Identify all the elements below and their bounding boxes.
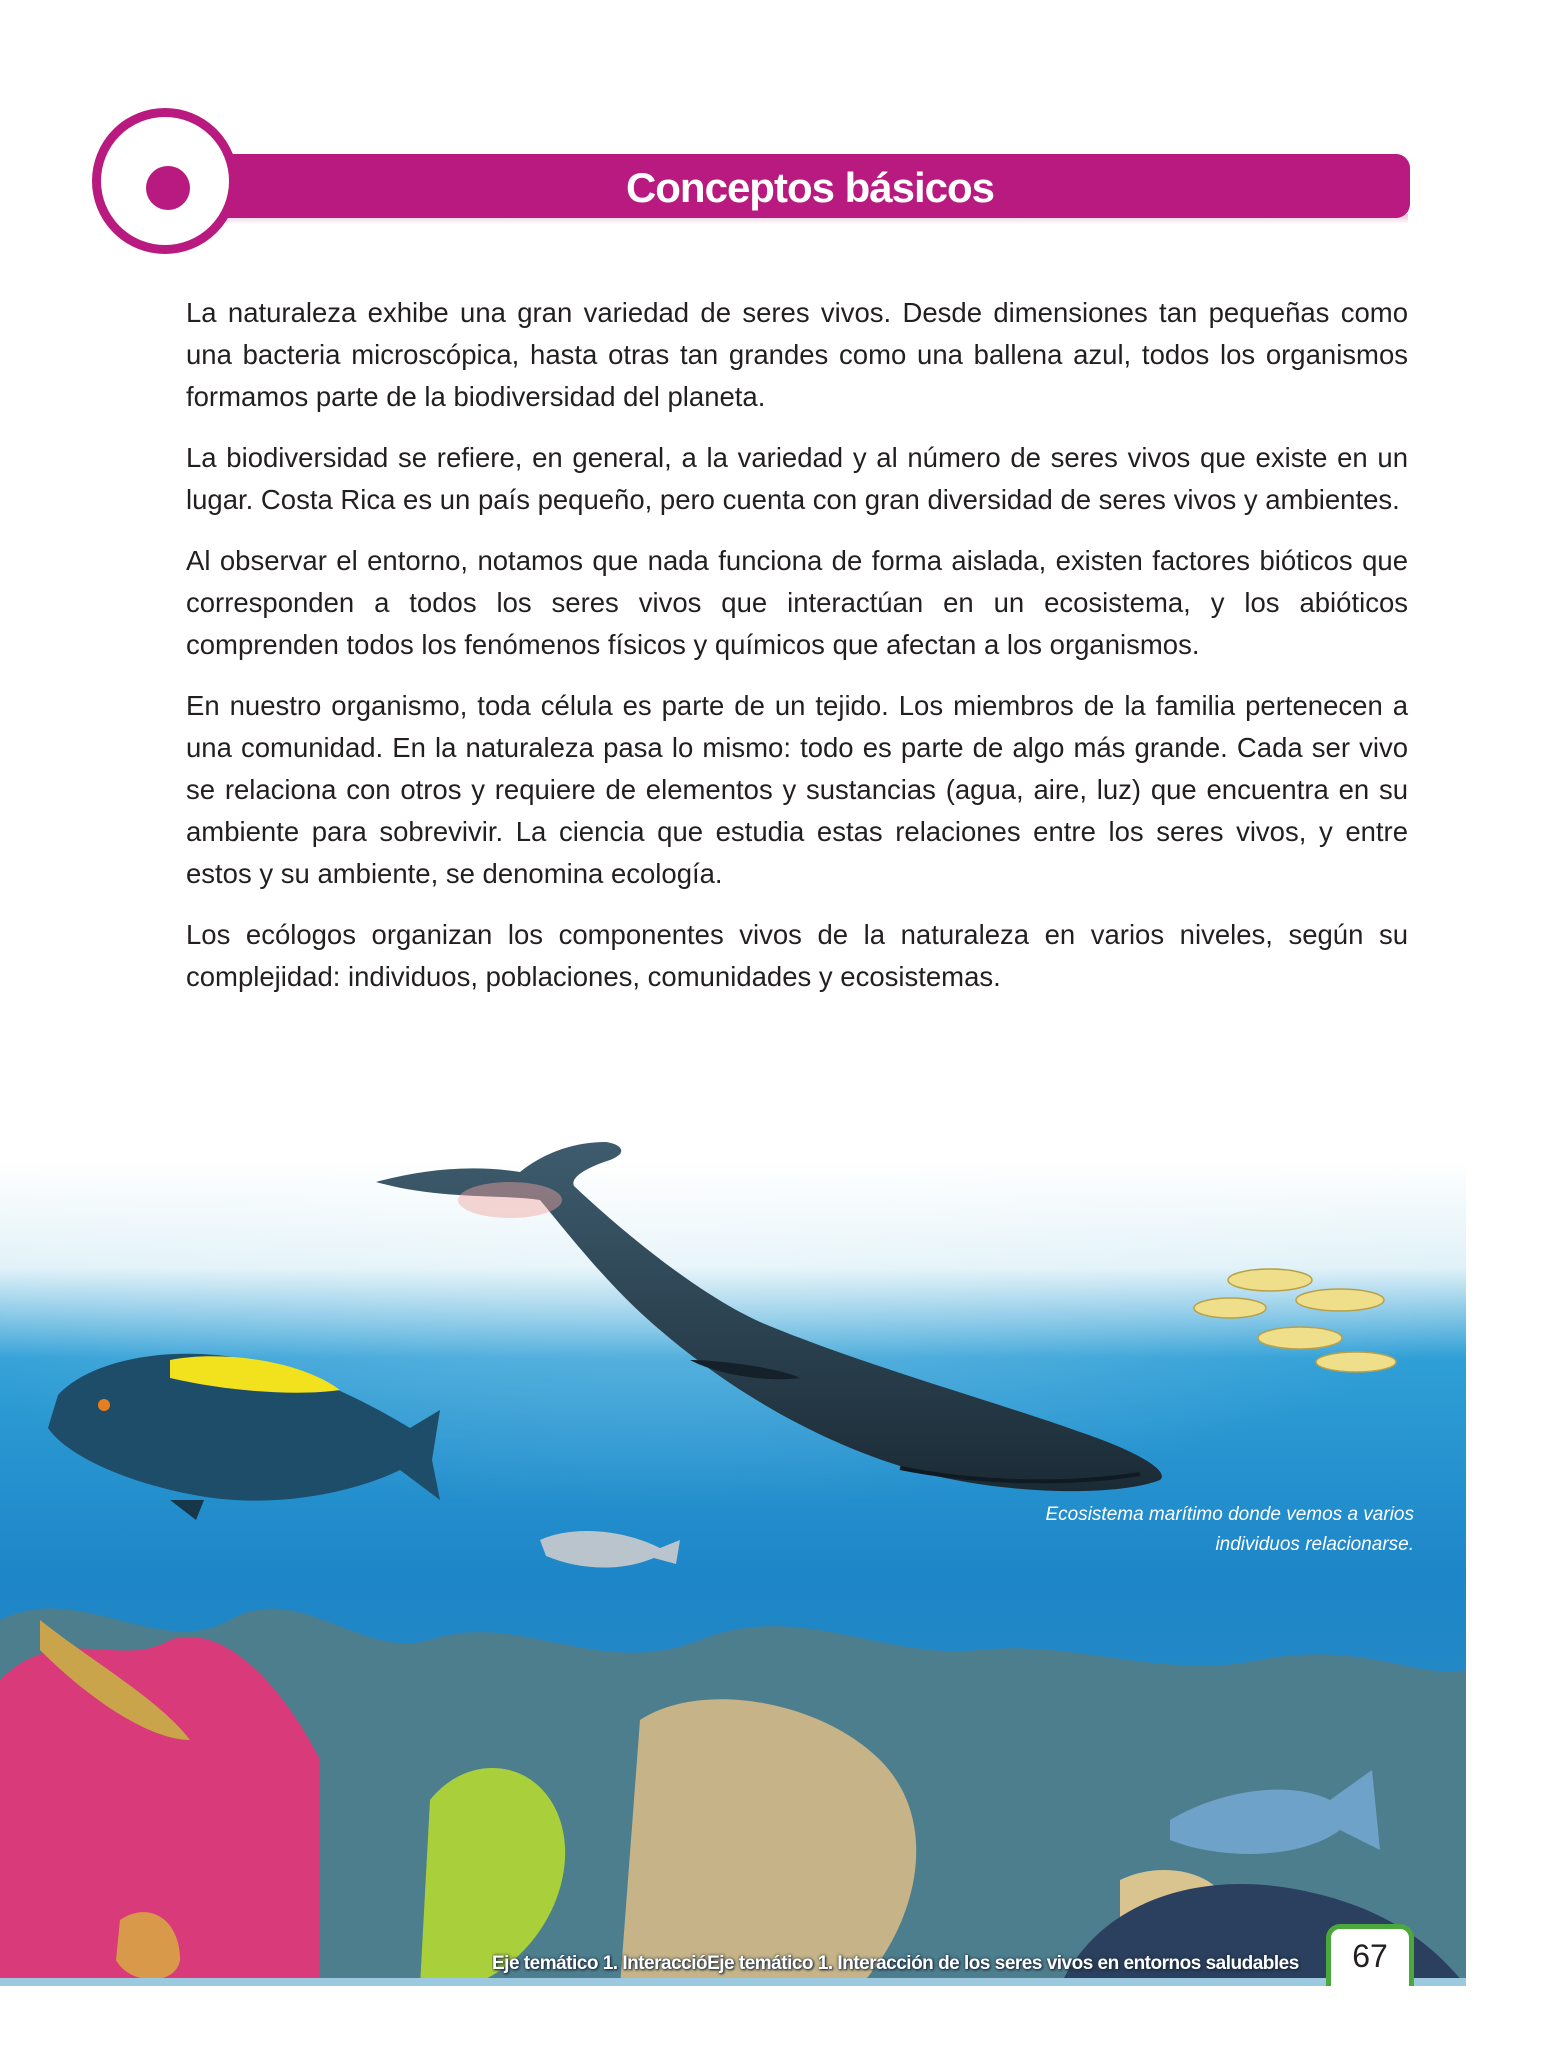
jellyfish-icon <box>458 1182 562 1218</box>
paragraph-2: La biodiversidad se refiere, en general, a la variedad y al número de seres vivos que existe en un lugar. Costa Rica es un país pequeño, pero cuenta con gran diversidad de seres vivos y ambientes. <box>186 442 1408 515</box>
paragraph-3: Al observar el entorno, notamos que nada funciona de forma aislada, existen factores bióticos que corresponden a todos los seres vivos que interactúan en un ecosistema, y los abióticos comprenden todos los fenómenos físicos y químicos que afectan a los organismos. <box>186 545 1408 660</box>
paragraph-1: La naturaleza exhibe una gran variedad de seres vivos. Desde dimensiones tan pequeñas como una bacteria microscópica, hasta otras tan grandes como una ballena azul, todos los organismos formamos parte de la biodiversidad del planeta. <box>186 297 1408 412</box>
section-title: Conceptos básicos <box>625 164 995 211</box>
body-text <box>186 292 1408 1017</box>
footer-strip <box>0 1978 1466 1986</box>
page-number: 67 <box>1352 1938 1388 1974</box>
paragraph-4: En nuestro organismo, toda célula es parte de un tejido. Los miembros de la familia pertenecen a una comunidad. En la naturaleza pasa lo mismo: todo es parte de algo más grande. Cada ser vivo se relaciona con otros y requiere de elementos y sustancias (agua, aire, luz) que encuentra en su ambiente para sobrevivir. La ciencia que estudia estas relaciones entre los seres vivos, y entre estos y su ambiente, se denomina ecología. <box>186 690 1408 889</box>
caption-line-2: individuos relacionarse. <box>1215 1534 1414 1555</box>
header-dot-icon <box>146 166 190 210</box>
footer-label <box>492 1950 1312 1978</box>
footer-overlap-text: Eje temático 1. Interacció <box>492 1953 708 1974</box>
image-caption <box>960 1500 1414 1560</box>
paragraph-5: Los ecólogos organizan los componentes vivos de la naturaleza en varios niveles, según su complejidad: individuos, poblaciones, comunidades y ecosistemas. <box>186 919 1408 992</box>
footer-topic-text: Eje temático 1. Interacción de los seres vivos en entornos saludables <box>707 1953 1299 1974</box>
caption-line-1: Ecosistema marítimo donde vemos a varios <box>1045 1504 1414 1525</box>
